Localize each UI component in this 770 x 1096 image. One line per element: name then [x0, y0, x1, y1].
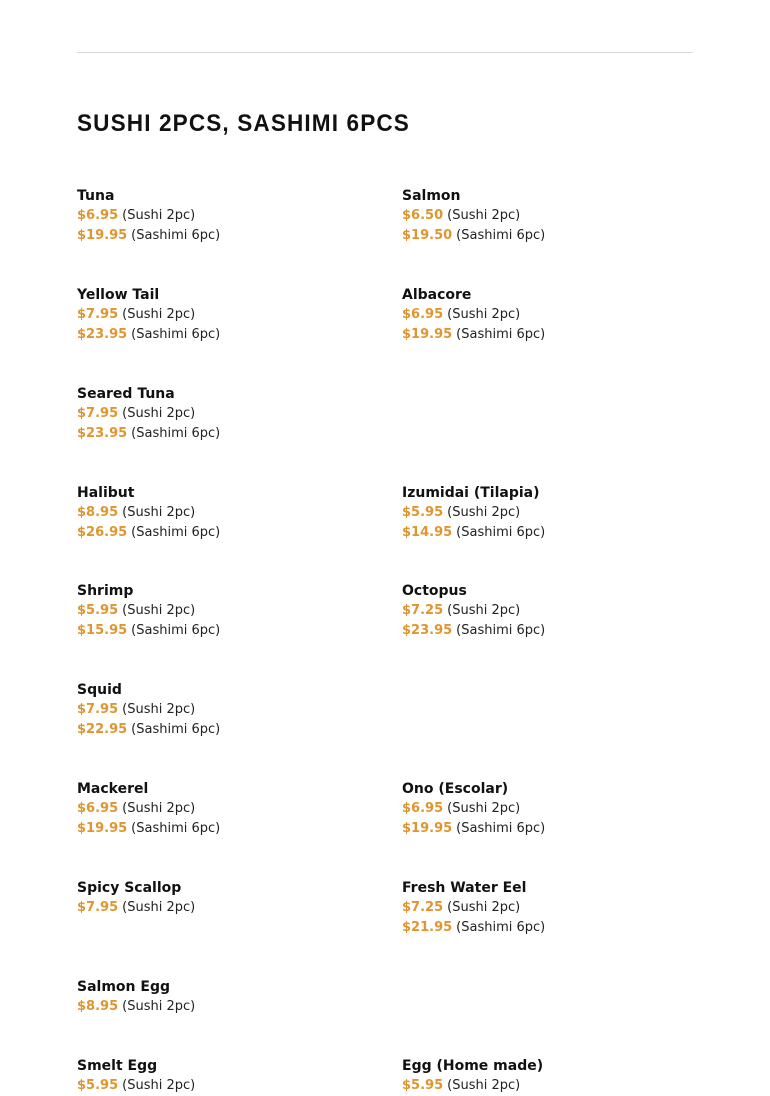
menu-item-halibut	[77, 483, 377, 542]
sashimi-price-line	[77, 621, 377, 641]
sushi-price: $5.95	[77, 1078, 119, 1093]
sushi-price: $7.95	[77, 307, 119, 322]
sushi-price-line	[77, 799, 377, 819]
sashimi-price-line	[77, 720, 377, 740]
sushi-price: $7.95	[77, 900, 119, 915]
sushi-price-line	[402, 503, 702, 523]
item-name: Halibut	[77, 485, 135, 501]
sashimi-price: $19.95	[402, 820, 453, 836]
item-name: Salmon Egg	[77, 979, 170, 995]
sushi-price: $8.95	[77, 505, 119, 520]
sushi-note: (Sushi 2pc)	[122, 307, 196, 322]
sashimi-price-line	[77, 523, 377, 543]
sushi-price-line	[77, 898, 377, 918]
sashimi-note: (Sashimi 6pc)	[131, 425, 221, 441]
top-divider	[77, 52, 693, 53]
sushi-note: (Sushi 2pc)	[122, 900, 196, 915]
sashimi-note: (Sashimi 6pc)	[456, 622, 546, 638]
sushi-price: $6.95	[402, 801, 444, 816]
sashimi-price-line	[402, 325, 702, 345]
sashimi-price: $23.95	[402, 622, 453, 638]
item-name: Shrimp	[77, 583, 134, 599]
sushi-price-line	[402, 305, 702, 325]
item-name: Seared Tuna	[77, 386, 175, 402]
menu-item-octopus	[402, 581, 702, 640]
sushi-note: (Sushi 2pc)	[122, 208, 196, 223]
item-name: Squid	[77, 682, 122, 698]
sushi-price: $7.25	[402, 900, 444, 915]
menu-item-squid	[77, 680, 377, 739]
sushi-note: (Sushi 2pc)	[122, 603, 196, 618]
sushi-price-line	[402, 1076, 702, 1096]
sashimi-price-line	[402, 918, 702, 938]
sashimi-price-line	[402, 819, 702, 839]
sashimi-price: $21.95	[402, 919, 453, 935]
sushi-price: $6.50	[402, 208, 444, 223]
sushi-note: (Sushi 2pc)	[122, 406, 196, 421]
menu-item-tuna	[77, 186, 377, 245]
sushi-price: $7.95	[77, 702, 119, 717]
item-name: Octopus	[402, 583, 467, 599]
sashimi-price-line	[402, 523, 702, 543]
menu-item-yellow-tail	[77, 285, 377, 344]
sashimi-note: (Sashimi 6pc)	[131, 326, 221, 342]
menu-item-shrimp	[77, 581, 377, 640]
sushi-price-line	[402, 799, 702, 819]
item-name: Yellow Tail	[77, 287, 160, 303]
item-name: Ono (Escolar)	[402, 781, 509, 797]
sashimi-price: $14.95	[402, 524, 453, 540]
sashimi-price: $15.95	[77, 622, 128, 638]
sushi-price: $6.95	[77, 801, 119, 816]
sushi-note: (Sushi 2pc)	[122, 1078, 196, 1093]
sushi-price-line	[402, 898, 702, 918]
menu-item-seared-tuna	[77, 384, 377, 443]
sushi-price: $8.95	[77, 999, 119, 1014]
menu-item-smelt-egg	[77, 1056, 377, 1096]
sashimi-price: $22.95	[77, 721, 128, 737]
menu-item-spicy-scallop	[77, 878, 377, 918]
sashimi-note: (Sashimi 6pc)	[456, 326, 546, 342]
section-title: SUSHI 2PCS, SASHIMI 6PCS	[77, 110, 410, 137]
sashimi-note: (Sashimi 6pc)	[456, 524, 546, 540]
sushi-note: (Sushi 2pc)	[122, 801, 196, 816]
sashimi-price-line	[77, 325, 377, 345]
sushi-price: $7.25	[402, 603, 444, 618]
item-name: Tuna	[77, 188, 115, 204]
sashimi-price: $19.50	[402, 227, 453, 243]
sashimi-note: (Sashimi 6pc)	[456, 227, 546, 243]
item-name: Mackerel	[77, 781, 149, 797]
sushi-price-line	[77, 404, 377, 424]
sashimi-price: $26.95	[77, 524, 128, 540]
menu-item-ono	[402, 779, 702, 838]
sushi-price-line	[77, 206, 377, 226]
sashimi-price-line	[402, 621, 702, 641]
sushi-price: $5.95	[402, 505, 444, 520]
sushi-price-line	[77, 305, 377, 325]
sushi-price-line	[402, 206, 702, 226]
sashimi-price-line	[402, 226, 702, 246]
sashimi-note: (Sashimi 6pc)	[456, 919, 546, 935]
sushi-note: (Sushi 2pc)	[122, 702, 196, 717]
sashimi-note: (Sashimi 6pc)	[131, 820, 221, 836]
sushi-price-line	[77, 997, 377, 1017]
sushi-price: $6.95	[77, 208, 119, 223]
sushi-price: $7.95	[77, 406, 119, 421]
sushi-note: (Sushi 2pc)	[122, 999, 196, 1014]
sashimi-price: $19.95	[77, 227, 128, 243]
item-name: Izumidai (Tilapia)	[402, 485, 540, 501]
sashimi-note: (Sashimi 6pc)	[131, 622, 221, 638]
menu-item-albacore	[402, 285, 702, 344]
sushi-note: (Sushi 2pc)	[447, 1078, 521, 1093]
item-name: Spicy Scallop	[77, 880, 182, 896]
item-name: Fresh Water Eel	[402, 880, 527, 896]
sushi-price: $5.95	[402, 1078, 444, 1093]
menu-item-mackerel	[77, 779, 377, 838]
sushi-note: (Sushi 2pc)	[122, 505, 196, 520]
item-name: Albacore	[402, 287, 472, 303]
sashimi-price: $23.95	[77, 326, 128, 342]
item-name: Salmon	[402, 188, 461, 204]
sushi-note: (Sushi 2pc)	[447, 900, 521, 915]
sashimi-note: (Sashimi 6pc)	[131, 524, 221, 540]
sashimi-price: $19.95	[77, 820, 128, 836]
sashimi-price: $19.95	[402, 326, 453, 342]
sushi-price-line	[77, 601, 377, 621]
sushi-note: (Sushi 2pc)	[447, 307, 521, 322]
sushi-note: (Sushi 2pc)	[447, 505, 521, 520]
sashimi-price-line	[77, 226, 377, 246]
sushi-price-line	[77, 700, 377, 720]
sushi-price-line	[77, 1076, 377, 1096]
sashimi-price-line	[77, 819, 377, 839]
menu-item-fresh-water-eel	[402, 878, 702, 937]
item-name: Egg (Home made)	[402, 1058, 544, 1074]
sashimi-note: (Sashimi 6pc)	[456, 820, 546, 836]
sushi-price-line	[77, 503, 377, 523]
menu-item-egg-home-made	[402, 1056, 702, 1096]
item-name: Smelt Egg	[77, 1058, 158, 1074]
sushi-price-line	[402, 601, 702, 621]
sashimi-note: (Sashimi 6pc)	[131, 227, 221, 243]
menu-item-salmon	[402, 186, 702, 245]
sushi-price: $5.95	[77, 603, 119, 618]
menu-item-izumidai	[402, 483, 702, 542]
sushi-price: $6.95	[402, 307, 444, 322]
menu-item-salmon-egg	[77, 977, 377, 1017]
sashimi-price: $23.95	[77, 425, 128, 441]
sushi-note: (Sushi 2pc)	[447, 208, 521, 223]
sashimi-price-line	[77, 424, 377, 444]
sushi-note: (Sushi 2pc)	[447, 603, 521, 618]
sushi-note: (Sushi 2pc)	[447, 801, 521, 816]
sashimi-note: (Sashimi 6pc)	[131, 721, 221, 737]
